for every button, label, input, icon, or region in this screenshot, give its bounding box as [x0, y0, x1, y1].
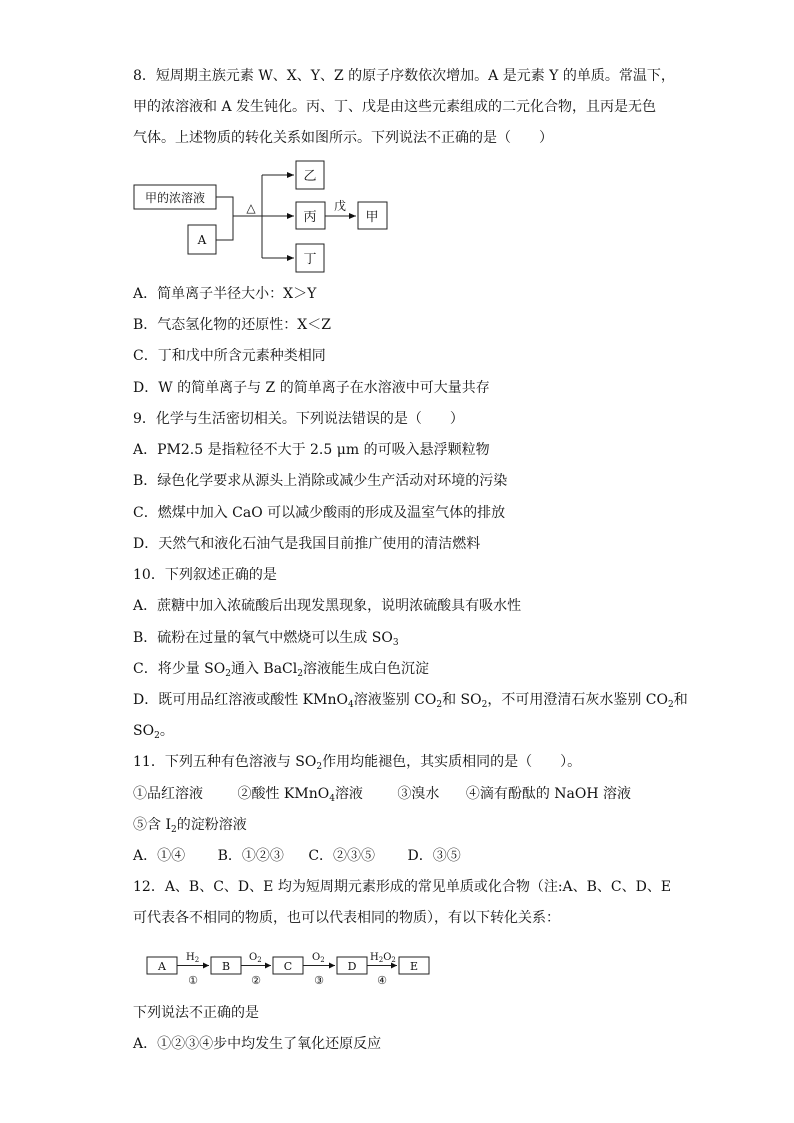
q11-stem [133, 752, 581, 777]
q8-option-c: C．丁和戊中所含元素种类相同 [133, 348, 326, 364]
reagent-4-h: H [370, 952, 379, 963]
reagent-2-sub: 2 [257, 956, 262, 964]
reagent-4-h-sub: 2 [378, 956, 384, 964]
q10-option-c-text2: 通入 BaCl [230, 661, 298, 677]
q12-stem-line2: 可代表各不相同的物质，也可以代表相同的物质），有以下转化关系： [133, 910, 560, 926]
q10-option-c-sub1: 2 [225, 669, 231, 679]
label-jia: 甲 [365, 210, 379, 225]
step-1: ① [188, 974, 198, 987]
q10-stem: 10．下列叙述正确的是 [133, 567, 277, 583]
label-a: A [197, 233, 207, 247]
q8-option-d: D．W 的简单离子与 Z 的简单离子在水溶液中可大量共存 [133, 380, 490, 396]
q11-stem-text1: 11．下列五种有色溶液与 SO [133, 754, 317, 770]
q10-option-d-continued [133, 721, 174, 746]
reagent-4 [370, 952, 396, 964]
chain-label-d: D [347, 960, 357, 973]
q9-option-c: C．燃煤中加入 CaO 可以减少酸雨的形成及温室气体的排放 [133, 505, 506, 521]
q11-option-d: D．③⑤ [407, 848, 461, 864]
q9-option-d: D．天然气和液化石油气是我国目前推广使用的清洁燃料 [133, 536, 481, 552]
q12-option-a: A．①②③④步中均发生了氧化还原反应 [133, 1036, 382, 1052]
q11-options [133, 846, 461, 866]
connector-reactants [216, 197, 233, 240]
q8-option-b: B．气态氢化物的还原性：X＜Z [133, 317, 331, 333]
label-heat: △ [246, 201, 256, 215]
reagent-1-symbol: H [186, 952, 195, 963]
q12-stem-line1: 12．A、B、C、D、E 均为短周期元素形成的常见单质或化合物（注:A、B、C、D、E [133, 879, 672, 895]
q8-transformation-diagram [0, 158, 794, 278]
label-ding: 丁 [303, 252, 317, 267]
q11-item-2 [237, 786, 362, 802]
q9-option-b: B．绿色化学要求从源头上消除或减少生产活动对环境的污染 [133, 473, 508, 489]
q10-option-d-cont-end: 。 [159, 723, 174, 739]
chain-label-a: A [158, 960, 166, 973]
reagent-3-symbol: O [312, 952, 321, 963]
q11-option-a: A．①④ [133, 848, 186, 864]
q11-item-5-text: ⑤含 I [133, 817, 171, 833]
q10-option-d-text5: 和 [673, 692, 688, 708]
chain-label-c: C [283, 960, 293, 973]
q10-option-c-text3: 溶液能生成白色沉淀 [302, 661, 429, 677]
q8-stem-line1: 8．短周期主族元素 W、X、Y、Z 的原子序数依次增加。A 是元素 Y 的单质。常温下， [133, 68, 675, 84]
q8-stem-line2: 甲的浓溶液和 A 发生钝化。丙、丁、戊是由这些元素组成的二元化合物，且丙是无色 [133, 99, 657, 115]
q11-item-3: ③溴水 [397, 786, 440, 802]
q10-option-d [133, 690, 688, 715]
reagent-1 [186, 952, 199, 964]
q10-option-d-sub2: 2 [436, 700, 443, 710]
q11-item-5-sub: 2 [170, 825, 177, 835]
q10-option-d-sub4: 2 [667, 700, 674, 710]
q10-option-b-text: B．硫粉在过量的氧气中燃烧可以生成 SO [133, 630, 393, 646]
q10-option-d-text3: 和 SO [442, 692, 482, 708]
q11-item-5-end: 的淀粉溶液 [176, 817, 247, 833]
chain-label-e: E [409, 960, 419, 973]
q10-option-c-text1: C．将少量 SO [133, 661, 226, 677]
q9-option-a: A．PM2.5 是指粒径不大于 2.5 μm 的可吸入悬浮颗粒物 [133, 442, 490, 458]
label-yi: 乙 [303, 169, 317, 184]
label-jia-concentrated-solution: 甲的浓溶液 [144, 191, 206, 205]
q11-item-4: ④滴有酚酞的 NaOH 溶液 [465, 786, 632, 802]
q11-stem-text2: 作用均能褪色，其实质相同的是（ ）。 [322, 754, 582, 770]
q10-option-c-sub2: 2 [297, 669, 303, 679]
q8-stem-line3: 气体。上述物质的转化关系如图所示。下列说法不正确的是（ ） [133, 130, 553, 146]
q10-option-b-sub: 3 [392, 638, 399, 648]
q11-item-2-sub: 4 [329, 794, 335, 804]
reagent-1-sub: 2 [194, 956, 200, 964]
q10-option-d-text1: D．既可用品红溶液或酸性 KMnO [133, 692, 348, 708]
reagent-2 [249, 952, 262, 964]
step-4: ④ [377, 974, 387, 987]
chain-label-b: B [221, 960, 231, 973]
q10-option-d-text4: ，不可用澄清石灰水鉴别 CO [487, 692, 668, 708]
q11-option-b: B．①②③ [217, 848, 284, 864]
q11-stem-sub: 2 [316, 762, 323, 772]
label-bing: 丙 [303, 210, 317, 225]
reagent-2-symbol: O [249, 952, 258, 963]
step-2: ② [251, 974, 261, 987]
q10-option-d-cont-text: SO [133, 723, 155, 739]
label-wu: 戊 [333, 199, 347, 213]
q11-item-2-text: ②酸性 KMnO [237, 786, 330, 802]
q11-item-2-end: 溶液 [334, 786, 363, 802]
q10-option-c [133, 659, 429, 684]
q10-option-b [133, 628, 399, 653]
reagent-4-o: O [383, 952, 392, 963]
step-3: ③ [314, 974, 324, 987]
q9-stem: 9．化学与生活密切相关。下列说法错误的是（ ） [133, 411, 464, 427]
q11-items-row2 [133, 815, 247, 840]
reagent-3-sub: 2 [320, 956, 325, 964]
q10-option-d-cont-sub: 2 [154, 731, 160, 741]
q11-option-c: C．②③⑤ [308, 848, 376, 864]
q10-option-d-sub1: 4 [347, 700, 354, 710]
q12-prompt: 下列说法不正确的是 [133, 1005, 259, 1021]
q12-reaction-chain [0, 944, 794, 994]
q8-option-a: A．简单离子半径大小：X＞Y [133, 286, 317, 302]
q10-option-d-sub3: 2 [481, 700, 488, 710]
q11-item-1: ①品红溶液 [133, 786, 203, 802]
q10-option-d-text2: 溶液鉴别 CO [353, 692, 437, 708]
reagent-4-o-sub: 2 [391, 956, 396, 964]
q11-items-row1 [133, 784, 631, 809]
q10-option-a: A．蔗糖中加入浓硫酸后出现发黑现象，说明浓硫酸具有吸水性 [133, 598, 522, 614]
reagent-3 [312, 952, 325, 964]
